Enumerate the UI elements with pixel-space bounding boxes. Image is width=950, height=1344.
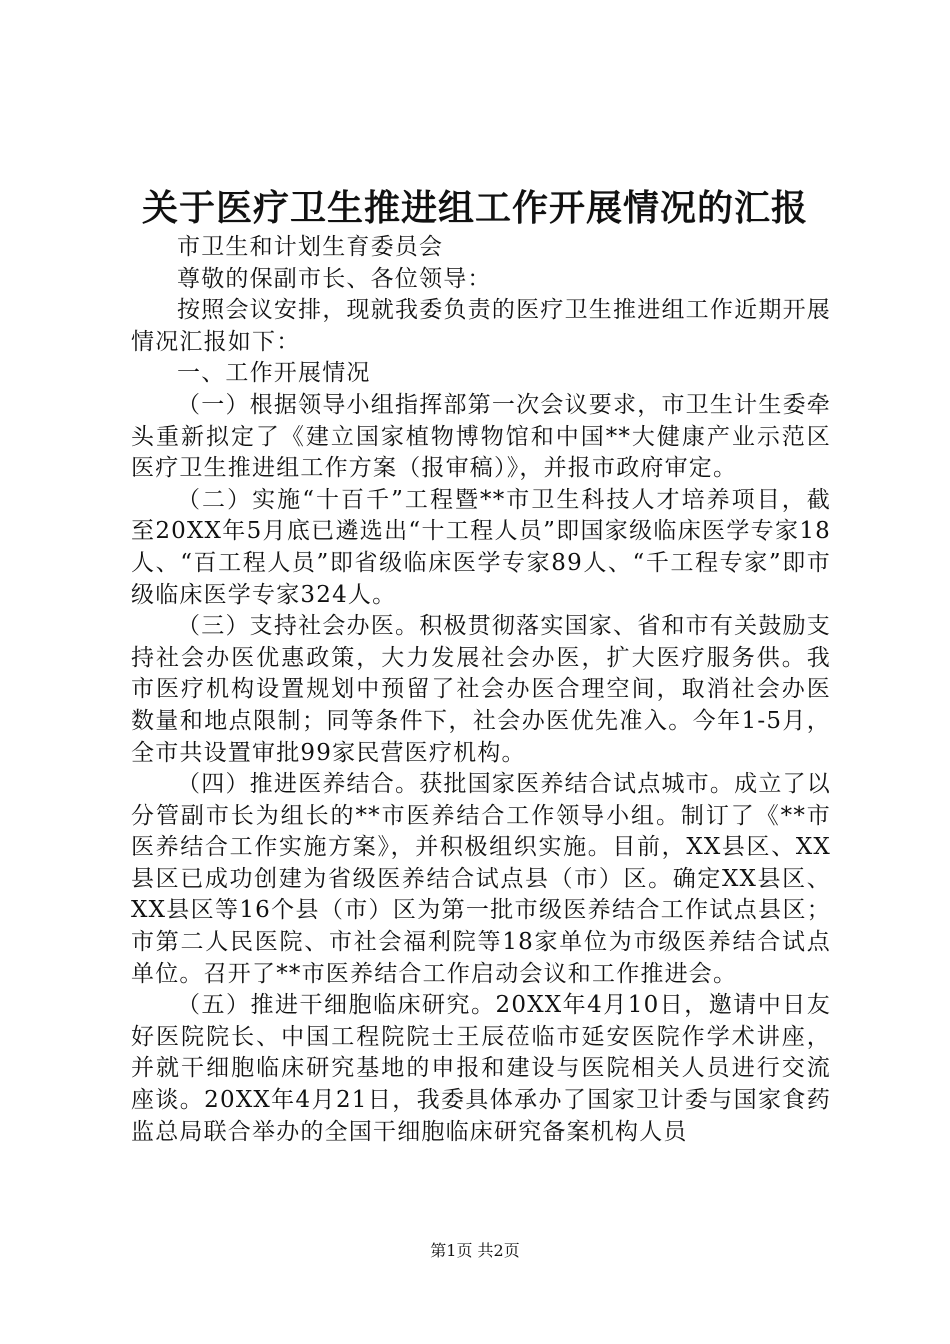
paragraph-item-3: （三）支持社会办医。积极贯彻落实国家、省和市有关鼓励支持社会办医优惠政策，大力发展社会办医，扩大医疗服务供。我市医疗机构设置规划中预留了社会办医合理空间，取消社会办医数量和地点限制；同等条件下，社会办医优先准入。今年1-5月，全市共设置审批99家民营医疗机构。 bbox=[131, 613, 831, 766]
intro-paragraph: 按照会议安排，现就我委负责的医疗卫生推进组工作近期开展情况汇报如下： bbox=[131, 297, 831, 355]
paragraph-item-2: （二）实施“十百千”工程暨**市卫生科技人才培养项目，截至20XX年5月底已遴选出“十工程人员”即国家级临床医学专家18人、“百工程人员”即省级临床医学专家89人、“千工程专家”即市级临床医学专家324人。 bbox=[131, 486, 831, 608]
salutation: 尊敬的保副市长、各位领导： bbox=[177, 265, 492, 292]
paragraph-item-5: （五）推进干细胞临床研究。20XX年4月10日，邀请中日友好医院院长、中国工程院院士王辰莅临市延安医院作学术讲座，并就干细胞临床研究基地的申报和建设与医院相关人员进行交流座谈。20XX年4月21日，我委具体承办了国家卫计委与国家食药监总局联合举办的全国干细胞临床研究备案机构人员 bbox=[131, 992, 831, 1145]
document-title: 关于医疗卫生推进组工作开展情况的汇报 bbox=[141, 187, 808, 229]
paragraph-item-4: （四）推进医养结合。获批国家医养结合试点城市。成立了以分管副市长为组长的**市医养结合工作领导小组。制订了《**市医养结合工作实施方案》，并积极组织实施。目前，XX县区、XX县区已成功创建为省级医养结合试点县（市）区。确定XX县区、XX县区等16个县（市）区为第一批市级医养结合工作试点县区；市第二人民医院、市社会福利院等18家单位为市级医养结合试点单位。召开了**市医养结合工作启动会议和工作推进会。 bbox=[131, 771, 831, 987]
document-body bbox=[131, 232, 831, 1148]
page-number-footer: 第1页 共2页 bbox=[430, 1241, 520, 1260]
section-heading: 一、工作开展情况 bbox=[177, 360, 371, 387]
paragraph-item-1: （一）根据领导小组指挥部第一次会议要求，市卫生计生委牵头重新拟定了《建立国家植物博物馆和中国**大健康产业示范区医疗卫生推进组工作方案（报审稿）》，并报市政府审定。 bbox=[131, 391, 831, 482]
issuer-line: 市卫生和计划生育委员会 bbox=[177, 234, 444, 260]
